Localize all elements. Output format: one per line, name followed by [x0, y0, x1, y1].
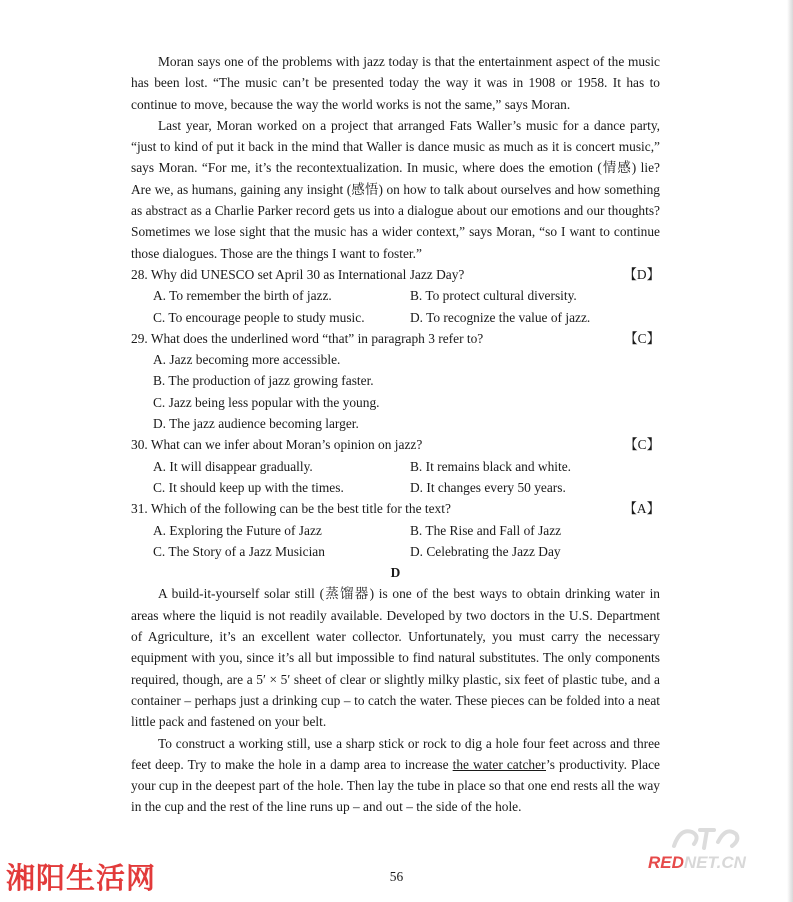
question-stem: 28. Why did UNESCO set April 30 as International Jazz Day? [131, 266, 465, 282]
passage-c-paragraph: Last year, Moran worked on a project that arranged Fats Waller’s music for a dance party, “just to kind of put it back in the mind that Waller is dance music as much as it is concert music,” says Moran. “For me, it’s the recontextualization. In music, where does the emotion (情感) lie? Are we, as humans, gaining any insight (感悟) on how to talk about ourselves and how something as abstract as a Charlie Parker record gets us into a dialogue about our emotions and our thoughts? Sometimes we lose sight that the music has a wider context,” says Moran, “so I want to continue those dialogues. Those are the things I want to foster.” [131, 117, 660, 261]
passage-d-paragraph [131, 733, 660, 818]
option-c: C. It should keep up with the times. [153, 479, 344, 495]
answer-key: 【C】 [624, 330, 660, 346]
option-b: B. To protect cultural diversity. [410, 288, 577, 304]
option-d: D. The jazz audience becoming larger. [153, 416, 359, 432]
option-a: A. Exploring the Future of Jazz [153, 522, 322, 538]
answer-key: 【D】 [623, 266, 660, 282]
option-d: D. To recognize the value of jazz. [410, 309, 591, 325]
logo-grey-text: NET.CN [683, 853, 746, 872]
text-span: ’s productivity. Place your cup in the deepest part of the hole. Then lay the tube in place so that one end rests all the way in the cup and the rest of the line runs up – and out – the side of the hole. [131, 756, 661, 815]
option-d: D. Celebrating the Jazz Day [410, 543, 561, 559]
option-c: C. To encourage people to study music. [153, 309, 365, 325]
question-stem: 29. What does the underlined word “that” in paragraph 3 refer to? [131, 330, 484, 346]
question-31 [131, 498, 660, 519]
answer-key: 【C】 [624, 437, 660, 453]
option-c: C. The Story of a Jazz Musician [153, 543, 325, 559]
option-row [131, 541, 660, 562]
passage-d-paragraph: A build-it-yourself solar still (蒸馏器) is one of the best ways to obtain drinking water in areas where the liquid is not readily available. Developed by two doctors in the U.S. Department of Agriculture, it’s an excellent water collector. Unfortunately, you must carry the necessary equipment with you, since it’s all but impossible to find natural substitutes. The only components required, though, are a 5′ × 5′ sheet of clear or slightly milky plastic, six feet of plastic tube, and a container – perhaps just a drinking cup – to catch the water. These pieces can be folded into a neat little pack and fastened on your belt. [131, 586, 660, 730]
option-a: A. To remember the birth of jazz. [153, 288, 332, 304]
page-number: 56 [389, 869, 404, 884]
question-stem: 31. Which of the following can be the best title for the text? [131, 501, 451, 517]
passage-c-paragraph: Moran says one of the problems with jazz today is that the entertainment aspect of the music has been lost. “The music can’t be presented today the way it was in 1908 or 1958. It has to continue to move, because the way the world works is not the same,” says Moran. [131, 54, 660, 112]
section-d-title: D [390, 565, 401, 581]
watermark-graphic-icon [670, 822, 744, 852]
page-edge-shadow [787, 0, 793, 902]
underlined-phrase: the water catcher [452, 756, 547, 772]
option-row [131, 285, 660, 306]
text-span: To construct a working still, use a sharp stick or rock to dig a hole four feet across and three feet deep. Try to make the hole in a damp area to increase [131, 735, 660, 772]
option-a: A. Jazz becoming more accessible. [153, 352, 341, 368]
question-29 [131, 328, 660, 349]
option-row [131, 456, 660, 477]
exam-page-content [131, 51, 660, 818]
option-row [131, 477, 660, 498]
option-row [131, 520, 660, 541]
option-d: D. It changes every 50 years. [410, 479, 566, 495]
answer-key: 【A】 [623, 501, 660, 517]
question-stem: 30. What can we infer about Moran’s opinion on jazz? [131, 437, 423, 453]
question-28 [131, 264, 660, 285]
option-c: C. Jazz being less popular with the young. [153, 394, 380, 410]
option-row [131, 307, 660, 328]
option-b: B. It remains black and white. [410, 458, 572, 474]
site-logo-left: 湘阳生活网 [6, 861, 157, 895]
question-30 [131, 434, 660, 455]
logo-red-text: RED [648, 853, 684, 872]
option-a: A. It will disappear gradually. [153, 458, 313, 474]
option-b: B. The production of jazz growing faster. [153, 373, 374, 389]
option-b: B. The Rise and Fall of Jazz [410, 522, 562, 538]
